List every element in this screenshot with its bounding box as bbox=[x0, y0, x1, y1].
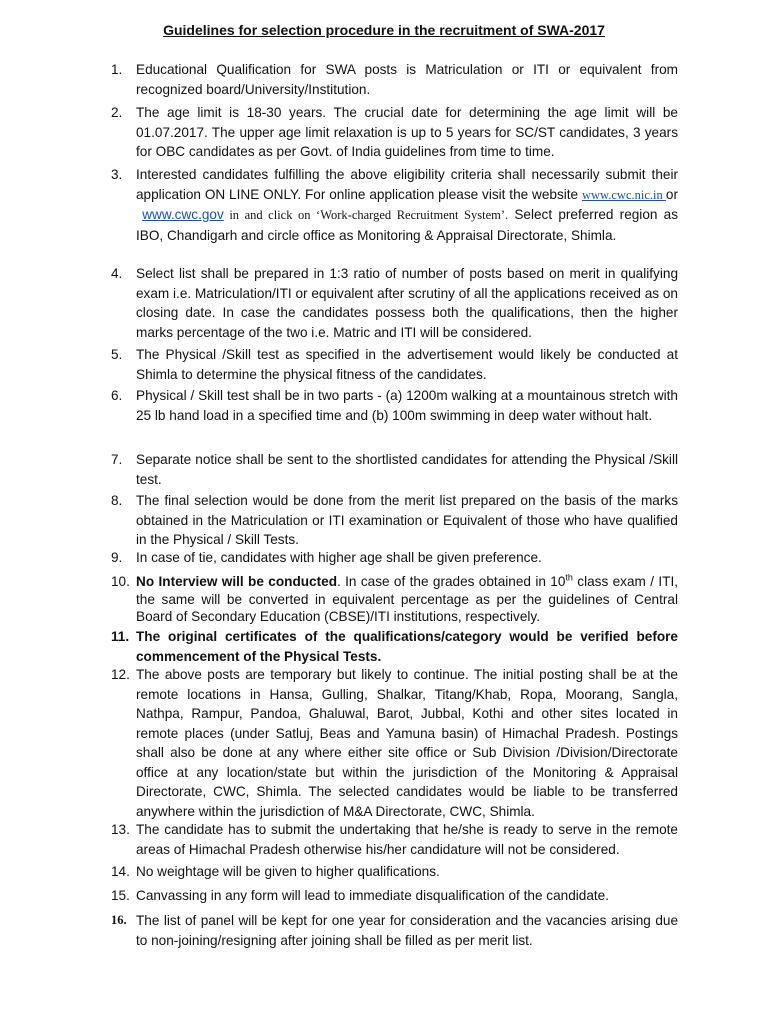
item-number: 3. bbox=[111, 167, 123, 182]
item-text: Educational Qualification for SWA posts is Matriculation or ITI or equivalent from recognized board/University/Institution. bbox=[136, 62, 678, 97]
item-text-part: . In case of the grades obtained in 10 bbox=[337, 574, 566, 589]
item-text: The original certificates of the qualifications/category would be verified before commencement of the Physical Tests. bbox=[136, 629, 678, 664]
superscript-th: th bbox=[565, 572, 573, 583]
item-text: The above posts are temporary but likely to continue. The initial posting shall be at the remote locations in Hansa, Gulling, Shalkar, Titang/Khab, Ropa, Moorang, Sangla, Nathpa, Rampur, Pandoa, Ghaluwal, Barot, Jubbal, Kothi and other sites located in remote places (under Satluj, Beas and Yamuna basin) of Himachal Pradesh. Postings shall also be done at any where either site office or Sub Division /Division/Directorate office at any location/state but within the jurisdiction of the Monitoring & Appraisal Directorate, CWC, Shimla. The selected candidates would be liable to be transferred anywhere within the jurisdiction of M&A Directorate, CWC, Shimla. bbox=[136, 667, 678, 819]
item-number: 1. bbox=[111, 62, 123, 77]
item-text bbox=[136, 573, 678, 626]
cwc-gov-link[interactable]: www.cwc.gov bbox=[142, 207, 224, 222]
no-interview-notice: No Interview will be conducted bbox=[136, 574, 337, 589]
item-text: The final selection would be done from the merit list prepared on the basis of the marks obtained in the Matriculation or ITI examination or Equivalent of those who have qualified in the Physical / Skill Tests. bbox=[136, 493, 678, 547]
item-text: Separate notice shall be sent to the shortlisted candidates for attending the Physical /Skill test. bbox=[136, 452, 678, 487]
item-text: No weightage will be given to higher qualifications. bbox=[136, 864, 440, 879]
item-text-part: in and click on ‘Work-charged Recruitment System’. bbox=[223, 208, 509, 222]
item-number: 9. bbox=[111, 550, 123, 565]
item-text: The Physical /Skill test as specified in the advertisement would likely be conducted at Shimla to determine the physical fitness of the candidates. bbox=[136, 347, 678, 382]
item-text: The age limit is 18-30 years. The crucial date for determining the age limit will be 01.07.2017. The upper age limit relaxation is up to 5 years for SC/ST candidates, 3 years for OBC candidates as per Govt. of India guidelines from time to time. bbox=[136, 105, 678, 159]
item-text: In case of tie, candidates with higher age shall be given preference. bbox=[136, 550, 542, 565]
item-number: 14. bbox=[111, 864, 130, 879]
item-number: 7. bbox=[111, 452, 123, 467]
item-number: 16. bbox=[111, 913, 127, 927]
item-text bbox=[136, 165, 678, 245]
item-number: 11. bbox=[111, 629, 130, 644]
item-text: The candidate has to submit the undertaking that he/she is ready to serve in the remote areas of Himachal Pradesh otherwise his/her candidature will not be considered. bbox=[136, 822, 678, 857]
item-number: 2. bbox=[111, 105, 123, 120]
item-number: 6. bbox=[111, 388, 123, 403]
item-number: 12. bbox=[111, 667, 130, 682]
item-text-part: Select preferred region as IBO, Chandigarh and circle office as Monitoring & Appraisal Directorate, Shimla. bbox=[136, 207, 679, 243]
item-number: 10. bbox=[111, 574, 130, 589]
item-text-part: or bbox=[665, 186, 679, 202]
document-title: Guidelines for selection procedure in the recruitment of SWA-2017 bbox=[163, 22, 605, 38]
item-text: The list of panel will be kept for one year for consideration and the vacancies arising due to non-joining/resigning after joining shall be filled as per merit list. bbox=[136, 913, 678, 948]
item-number: 4. bbox=[111, 266, 123, 281]
item-text: Physical / Skill test shall be in two parts - (a) 1200m walking at a mountainous stretch with 25 lb hand load in a specified time and (b) 100m swimming in deep water without halt. bbox=[136, 388, 678, 423]
item-number: 8. bbox=[111, 493, 123, 508]
item-text: Canvassing in any form will lead to immediate disqualification of the candidate. bbox=[136, 888, 610, 903]
item-text: Select list shall be prepared in 1:3 ratio of number of posts based on merit in qualifying exam i.e. Matriculation/ITI or equivalent after scrutiny of all the applications received as on closing date. In case the candidates possess both the qualifications, then the higher marks percentage of the two i.e. Matric and ITI will be considered. bbox=[136, 266, 678, 340]
cwc-nic-link[interactable]: www.cwc.nic.in bbox=[581, 187, 666, 202]
item-text-part: class exam / ITI, the same will be converted in equivalent percentage as per the guidelines of Central Board of Secondary Education (CBSE)/ITI institutions, respectively. bbox=[136, 574, 678, 624]
item-text-part: Interested candidates fulfilling the above eligibility criteria shall necessarily submit their application ON LINE ONLY. For online application please visit the website bbox=[136, 167, 678, 202]
item-number: 15. bbox=[111, 888, 130, 903]
item-number: 13. bbox=[111, 822, 130, 837]
item-number: 5. bbox=[111, 347, 123, 362]
